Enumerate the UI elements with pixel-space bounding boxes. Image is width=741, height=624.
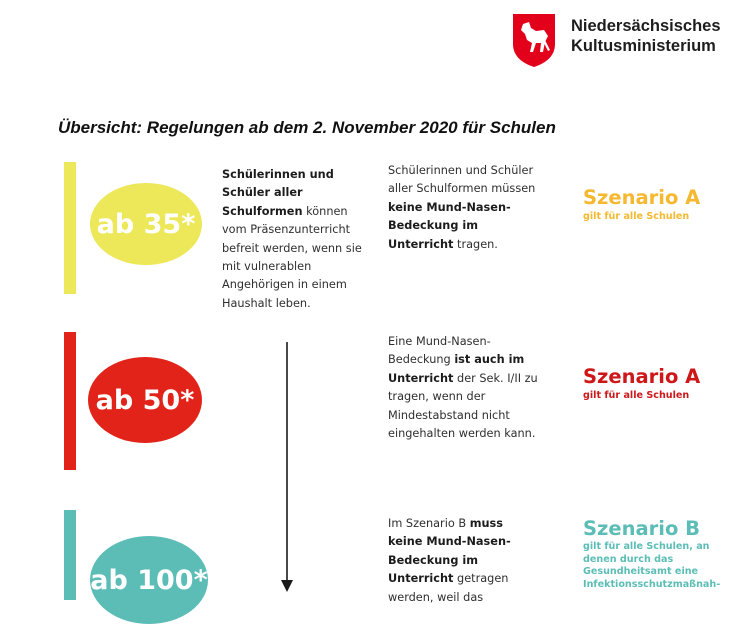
incidence-circle-35: ab 35* <box>90 183 202 265</box>
scenario-a-title-red: Szenario A <box>583 365 701 388</box>
exemption-text <box>222 166 372 313</box>
incidence-bar-50 <box>64 332 76 470</box>
lower-saxony-horse-logo-icon <box>511 12 557 68</box>
scenario-b-title: Szenario B <box>583 517 701 540</box>
scenario-b-subtitle: gilt für alle Schulen, an denen durch das Gesundheitsamt eine Infektionsschutzmaßnah- <box>583 541 721 590</box>
level-35-text <box>388 162 538 254</box>
level-50-text <box>388 333 538 443</box>
level-35-text-bold: keine Mund-Nasen-Bedeckung im Unterricht <box>388 200 511 251</box>
level-50-text-part1: Eine Mund-Nasen-Bedeckung <box>388 335 491 367</box>
incidence-circle-100: ab 100* <box>90 536 208 624</box>
level-35-text-part1: Schülerinnen und Schüler aller Schulformen müssen <box>388 164 536 196</box>
document-title: Übersicht: Regelungen ab dem 2. November 2020 für Schulen <box>58 118 556 137</box>
level-100-text-part3: getragen werden, weil das <box>388 572 509 604</box>
ministry-line-1: Niedersächsisches <box>571 17 721 35</box>
down-arrow-icon <box>280 342 294 600</box>
scenario-a-title-yellow: Szenario A <box>583 186 701 209</box>
scenario-a-subtitle-red: gilt für alle Schulen <box>583 390 690 401</box>
exemption-text-bold: Schülerinnen und Schüler aller Schulformen <box>222 168 334 218</box>
level-100-text-part1: Im Szenario B <box>388 517 470 530</box>
scenario-a-subtitle-yellow: gilt für alle Schulen <box>583 211 690 222</box>
level-50-text-bold: ist auch im Unterricht <box>388 353 525 385</box>
level-100-text <box>388 515 538 607</box>
ministry-name <box>571 16 721 56</box>
level-50-text-part3: der Sek. I/II zu tragen, wenn der Mindestabstand nicht eingehalten werden kann. <box>388 371 538 441</box>
exemption-text-rest: können vom Präsenzunterricht befreit werden, wenn sie mit vulnerablen Angehörigen in einem Haushalt leben. <box>222 204 362 310</box>
incidence-circle-50: ab 50* <box>88 357 202 443</box>
ministry-line-2: Kultusministerium <box>571 37 716 55</box>
incidence-bar-100 <box>64 510 76 600</box>
incidence-bar-35 <box>64 162 76 294</box>
level-100-text-bold: muss keine Mund-Nasen-Bedeckung im Unterricht <box>388 517 511 586</box>
level-35-text-part3: tragen. <box>453 237 498 251</box>
